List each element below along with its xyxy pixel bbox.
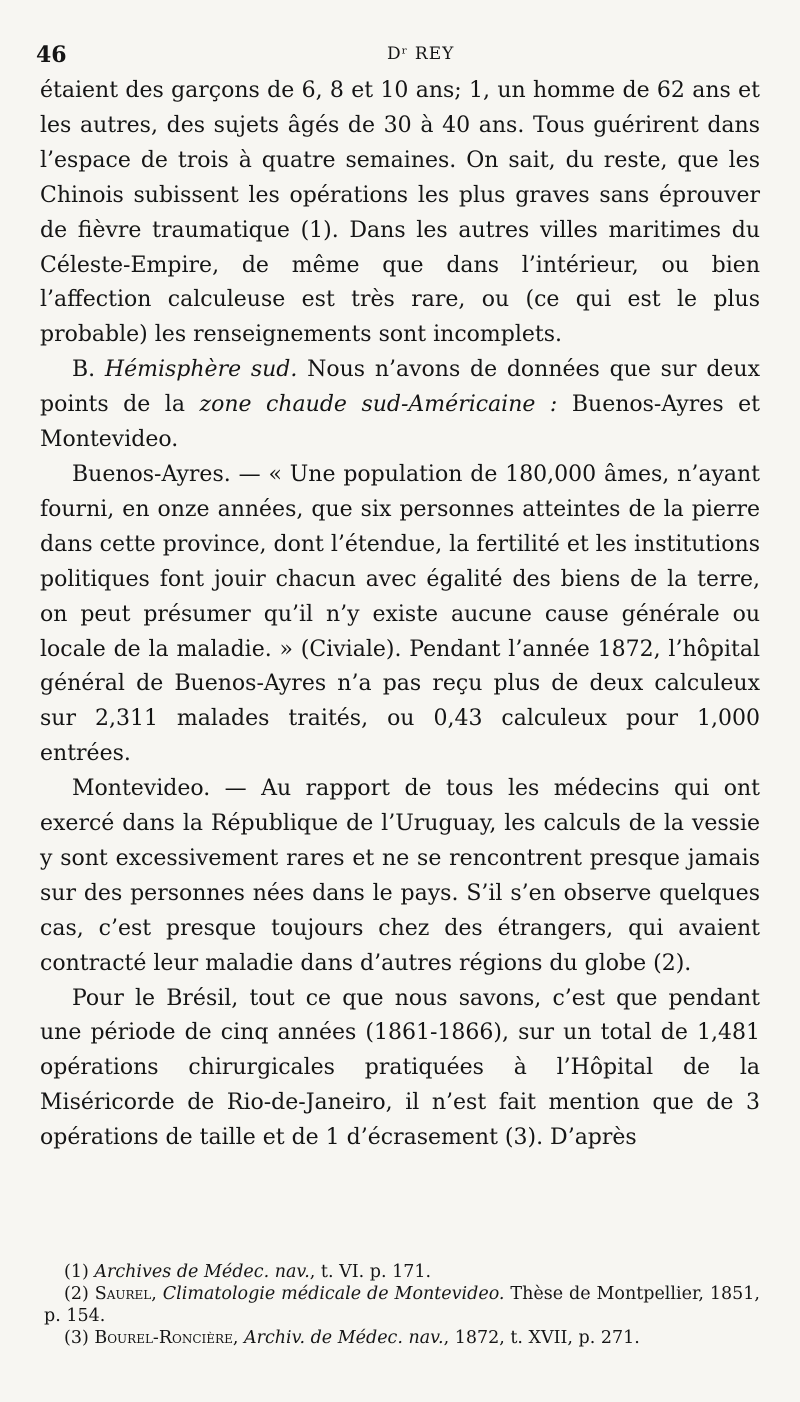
paragraph-2-text-a: Nous n’avons de données que sur deux points de la (40, 357, 760, 418)
footnote-2 (44, 1283, 760, 1327)
paragraph-2-text-b: Buenos-Ayres et Montevideo. (40, 392, 760, 453)
footnote-rest: , 1872, t. XVII, p. 271. (443, 1328, 640, 1348)
page-number: 46 (36, 42, 67, 68)
footnote-rest: , t. VI. p. 171. (309, 1262, 432, 1282)
paragraph-5: Pour le Brésil, tout ce que nous savons, c’est que pendant une période de cinq années (1861-1866), sur un total de 1,481 opérations chirurgicales pratiquées à l’Hôpital de la Miséricorde de Rio-de-Janeiro, il n’est fait mention que de 3 opérations de taille et de 1 d’écrasement (3). D’après (40, 985, 760, 1151)
paragraph-2 (40, 353, 760, 458)
footnote-3 (44, 1327, 760, 1349)
section-heading: Hémisphère sud. (104, 357, 298, 383)
footnote-author: Saurel (94, 1284, 152, 1304)
footnote-title: Archives de Médec. nav. (94, 1262, 310, 1282)
footnote-mark: (3) (64, 1328, 95, 1348)
paragraph-1: étaient des garçons de 6, 8 et 10 ans; 1, un homme de 62 ans et les autres, des sujets âgés de 30 à 40 ans. Tous guérirent dans l’espace de trois à quatre semaines. On sait, du reste, que les Chinois subissent les opérations les plus graves sans éprouver de fièvre traumatique (1). Dans les autres villes maritimes du Céleste-Empire, de même que dans l’intérieur, ou bien l’affection calculeuse est très rare, ou (ce qui est le plus probable) les renseignements sont incomplets. (40, 78, 760, 348)
footnote-mark: (1) (64, 1262, 95, 1282)
running-head: Dʳ REY (387, 44, 455, 64)
footnote-sep: , (232, 1328, 244, 1348)
page-header (36, 34, 766, 70)
zone-phrase: zone chaude sud-Américaine : (199, 392, 558, 418)
footnote-title: Climatologie médicale de Montevideo. (162, 1284, 505, 1304)
footnote-author: Bourel-Roncière (94, 1328, 233, 1348)
body-text (40, 74, 760, 1156)
footnote-sep: , (151, 1284, 163, 1304)
footnote-1 (44, 1261, 760, 1283)
footnote-mark: (2) (64, 1284, 95, 1304)
section-letter: B. (72, 357, 105, 383)
paragraph-4: Montevideo. — Au rapport de tous les médecins qui ont exercé dans la République de l’Uruguay, les calculs de la vessie y sont excessivement rares et ne se rencontrent presque jamais sur des personnes nées dans le pays. S’il s’en observe quelques cas, c’est presque toujours chez des étrangers, qui avaient contracté leur maladie dans d’autres régions du globe (2). (40, 776, 760, 976)
footnote-rest: Thèse de Montpellier, 1851, p. 154. (44, 1284, 760, 1326)
footnote-title: Archiv. de Médec. nav. (243, 1328, 444, 1348)
paragraph-3: Buenos-Ayres. — « Une population de 180,000 âmes, n’ayant fourni, en onze années, que six personnes atteintes de la pierre dans cette province, dont l’étendue, la fertilité et les institutions politiques font jouir chacun avec égalité des biens de la terre, on peut présumer qu’il n’y existe aucune cause générale ou locale de la maladie. » (Civiale). Pendant l’année 1872, l’hôpital général de Buenos-Ayres n’a pas reçu plus de deux calculeux sur 2,311 malades traités, ou 0,43 calculeux pour 1,000 entrées. (40, 461, 760, 767)
footnotes (44, 1261, 760, 1349)
